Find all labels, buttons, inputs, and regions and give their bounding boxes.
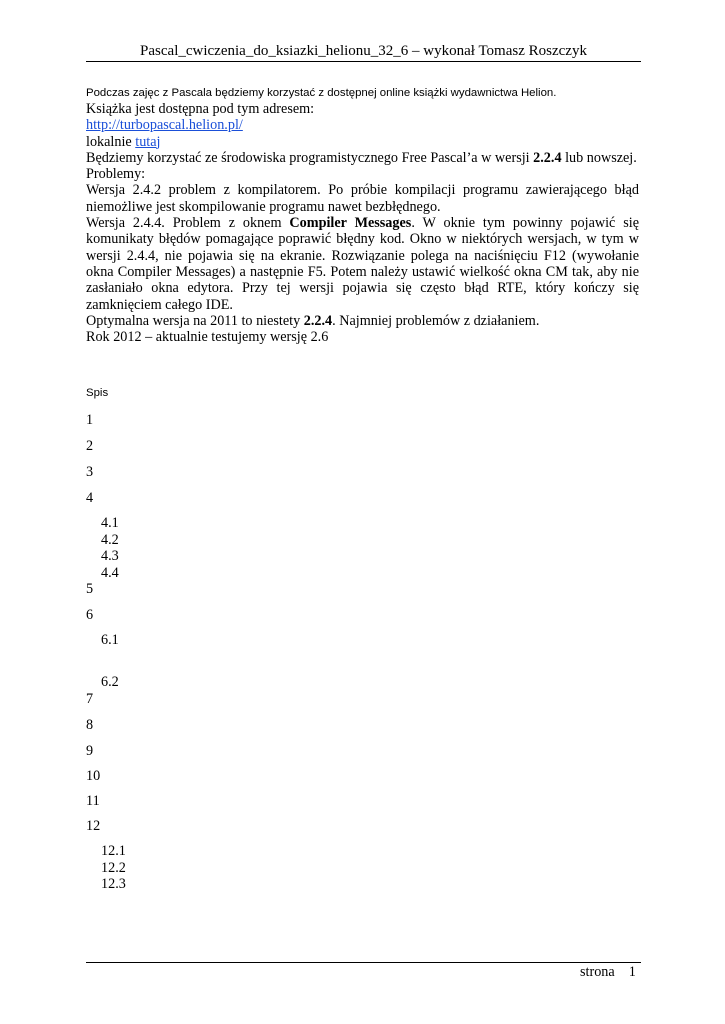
- problems-heading: Problemy:: [86, 166, 146, 183]
- optimal-after: . Najmniej problemów z działaniem.: [332, 312, 540, 329]
- helion-link[interactable]: http://turbopascal.helion.pl/: [86, 117, 243, 134]
- optimal-before: Optymalna wersja na 2011 to niestety: [86, 312, 304, 329]
- toc-number: 4.3: [101, 548, 119, 564]
- toc-entry[interactable]: [86, 411, 639, 429]
- toc-entry[interactable]: [86, 690, 639, 708]
- toc-heading: Spis: [86, 387, 109, 399]
- toc-entry[interactable]: [86, 547, 639, 565]
- year-line: Rok 2012 – aktualnie testujemy wersję 2.6: [86, 329, 329, 346]
- toc-entry[interactable]: [86, 648, 639, 666]
- env-before: Będziemy korzystać ze środowiska programistycznego Free Pascal’a w wersji: [86, 149, 534, 166]
- toc-entry[interactable]: [86, 817, 639, 835]
- table-of-contents: [86, 0, 639, 1024]
- toc-number: 2: [86, 438, 94, 454]
- toc-entry[interactable]: [86, 875, 639, 893]
- availability-line: Książka jest dostępna pod tym adresem:: [86, 101, 315, 117]
- toc-entry[interactable]: [86, 842, 639, 860]
- toc-entry[interactable]: [86, 767, 639, 785]
- toc-entry[interactable]: [86, 673, 639, 691]
- page-footer: [580, 963, 636, 981]
- toc-number: 9: [86, 743, 94, 759]
- problem-1: Wersja 2.4.2 problem z kompilatorem. Po próbie kompilacji programu zawierającego błąd niemożliwe jest skompilowanie programu nawet bezbłędnego.: [86, 182, 639, 215]
- toc-entry[interactable]: [86, 580, 639, 598]
- toc-number: 4.1: [101, 515, 119, 531]
- toc-number: 12.3: [101, 876, 126, 892]
- toc-number: 12.2: [101, 860, 126, 876]
- optimal-version: 2.2.4: [303, 312, 333, 329]
- toc-number: 12.1: [101, 843, 126, 859]
- toc-number: 5: [86, 581, 94, 597]
- toc-number: 6.1: [101, 632, 119, 648]
- toc-number: 10: [86, 768, 101, 784]
- page-header: Pascal_cwiczenia_do_ksiazki_helionu_32_6 – wykonał Tomasz Roszczyk: [140, 43, 587, 59]
- toc-number: 6: [86, 607, 94, 623]
- footer-page-number: 1: [628, 964, 636, 980]
- problem2-after: . W oknie tym powinny pojawić się komunikaty błędów pomagające poprawić błędny kod. Okno w niektórych wersjach, w tym w wersji 2.4.4, nie pojawia się na ekranie. Rozwiązanie polega na naciśnięciu F12 (wywołanie okna Compiler Messages) a następnie F5. Potem należy ustawić wielkość okna CM tak, aby nie zasłaniało okna edytora. Przy tej wersji pojawia się często błąd RTE, który kończy się zamknięciem całego IDE.: [86, 215, 639, 313]
- toc-entry[interactable]: [86, 463, 639, 481]
- toc-entry[interactable]: [86, 489, 639, 507]
- toc-number: 4.2: [101, 532, 119, 548]
- problem2-before: Wersja 2.4.4. Problem z oknem: [86, 215, 290, 232]
- toc-number: 4.4: [101, 565, 119, 581]
- toc-number: 4: [86, 490, 94, 506]
- toc-number: 8: [86, 717, 94, 733]
- toc-number: 3: [86, 464, 94, 480]
- toc-entry[interactable]: [86, 437, 639, 455]
- local-prefix: lokalnie: [86, 133, 136, 150]
- intro-sentence: Podczas zajęc z Pascala będziemy korzystać z dostępnej online książki wydawnictwa Helion.: [86, 87, 557, 99]
- footer-label: strona: [580, 964, 615, 980]
- toc-entry[interactable]: [86, 742, 639, 760]
- toc-entry[interactable]: [86, 716, 639, 734]
- toc-number: 12: [86, 818, 101, 834]
- env-version: 2.2.4: [533, 149, 562, 166]
- toc-number: 7: [86, 691, 94, 707]
- toc-entry[interactable]: [86, 792, 639, 810]
- toc-entry[interactable]: [86, 606, 639, 624]
- compiler-messages-bold: Compiler Messages: [289, 215, 412, 232]
- toc-number: 6.2: [101, 674, 119, 690]
- toc-number: 1: [86, 412, 94, 428]
- footer-rule: [86, 962, 641, 963]
- toc-entry[interactable]: [86, 514, 639, 532]
- toc-entry[interactable]: [86, 631, 639, 649]
- local-link[interactable]: tutaj: [135, 133, 161, 150]
- env-after: lub nowszej.: [561, 149, 637, 166]
- toc-number: 11: [86, 793, 100, 809]
